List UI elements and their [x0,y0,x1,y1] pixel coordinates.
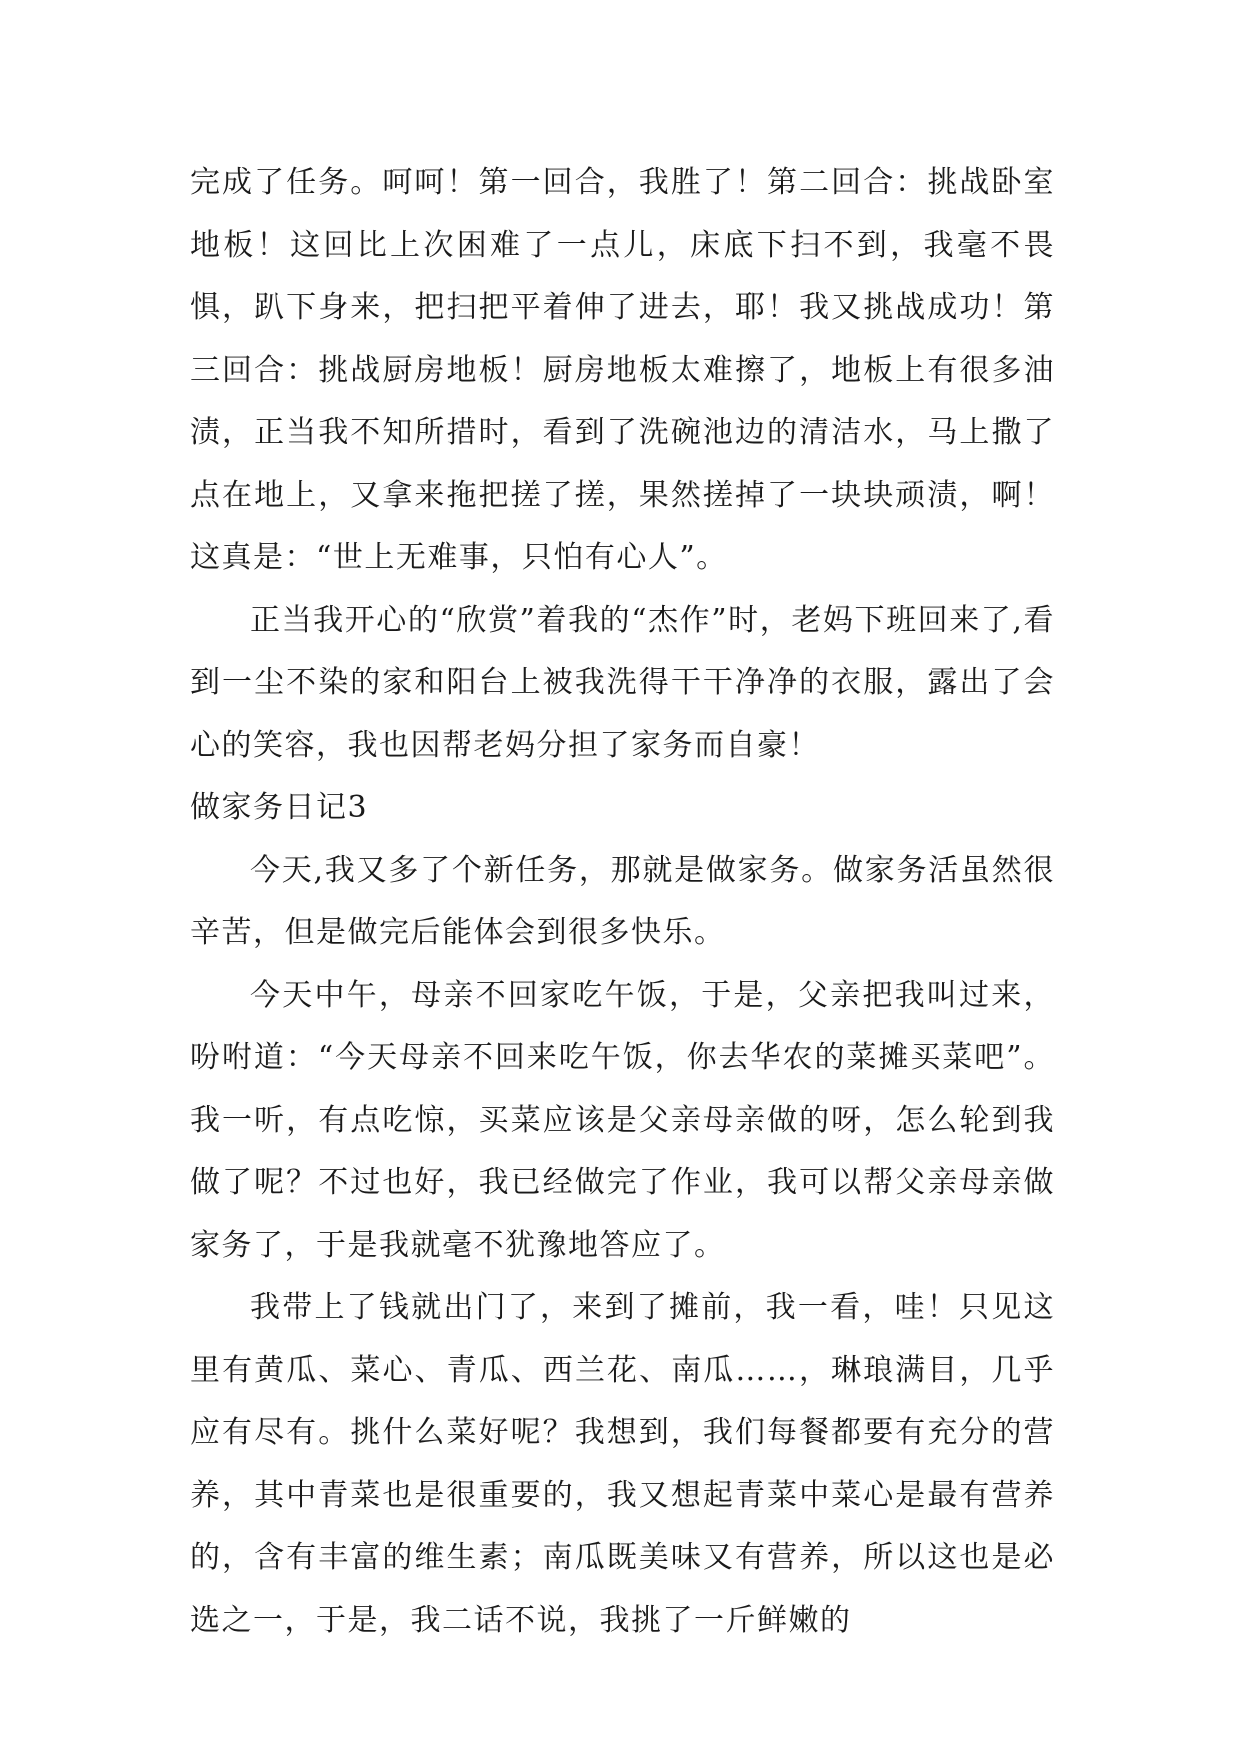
document-body [190,152,1055,1652]
paragraph-2: 正当我开心的“欣赏”着我的“杰作”时，老妈下班回来了,看到一尘不染的家和阳台上被我洗得干干净净的衣服，露出了会心的笑容，我也因帮老妈分担了家务而自豪！ [190,602,1055,763]
paragraph-4: 今天中午，母亲不回家吃午饭，于是，父亲把我叫过来，吩咐道：“今天母亲不回来吃午饭，你去华农的菜摊买菜吧”。我一听，有点吃惊，买菜应该是父亲母亲做的呀，怎么轮到我做了呢？不过也好，我已经做完了作业，我可以帮父亲母亲做家务了，于是我就毫不犹豫地答应了。 [190,977,1055,1263]
paragraph-5: 我带上了钱就出门了，来到了摊前，我一看，哇！只见这里有黄瓜、菜心、青瓜、西兰花、南瓜……，琳琅满目，几乎应有尽有。挑什么菜好呢？我想到，我们每餐都要有充分的营养，其中青菜也是很重要的，我又想起青菜中菜心是最有营养的，含有丰富的维生素；南瓜既美味又有营养，所以这也是必选之一，于是，我二话不说，我挑了一斤鲜嫩的 [190,1290,1055,1638]
paragraph-1: 完成了任务。呵呵！第一回合，我胜了！第二回合：挑战卧室地板！这回比上次困难了一点儿，床底下扫不到，我毫不畏惧，趴下身来，把扫把平着伸了进去，耶！我又挑战成功！第三回合：挑战厨房地板！厨房地板太难擦了，地板上有很多油渍，正当我不知所措时，看到了洗碗池边的清洁水，马上撒了点在地上，又拿来拖把搓了搓，果然搓掉了一块块顽渍，啊！这真是：“世上无难事，只怕有心人”。 [190,165,1055,575]
paragraph-3: 今天,我又多了个新任务，那就是做家务。做家务活虽然很辛苦，但是做完后能体会到很多快乐。 [190,852,1055,950]
section-heading: 做家务日记3 [190,790,369,825]
